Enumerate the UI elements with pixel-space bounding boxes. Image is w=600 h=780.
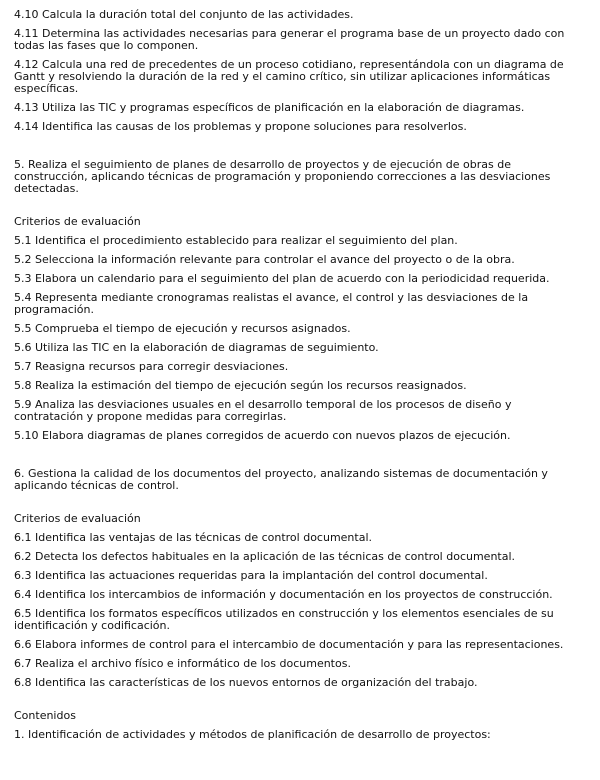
criterion-item: 6.7 Realiza el archivo físico e informático de los documentos.	[14, 657, 351, 670]
criterion-item: 5.8 Realiza la estimación del tiempo de ejecución según los recursos reasignados.	[14, 379, 467, 392]
criterion-item: 6.4 Identifica los intercambios de información y documentación en los proyectos de construcción.	[14, 588, 553, 601]
criterion-item: 5.2 Selecciona la información relevante para controlar el avance del proyecto o de la obra.	[14, 253, 515, 266]
criterion-item: 6.1 Identifica las ventajas de las técnicas de control documental.	[14, 531, 372, 544]
criterion-item: 5.6 Utiliza las TIC en la elaboración de diagramas de seguimiento.	[14, 341, 379, 354]
criterion-item: 6.6 Elabora informes de control para el intercambio de documentación y para las representaciones.	[14, 638, 564, 651]
criterion-item: 6.3 Identifica las actuaciones requeridas para la implantación del control documental.	[14, 569, 488, 582]
learning-outcome-6	[14, 468, 584, 689]
document-page	[14, 9, 584, 748]
criterion-item: 5.10 Elabora diagramas de planes corregidos de acuerdo con nuevos plazos de ejecución.	[14, 429, 511, 442]
criterion-item: 5.9 Analiza las desviaciones usuales en el desarrollo temporal de los procesos de diseño y contratación y propone medidas para corregirlas.	[14, 398, 512, 423]
criterion-item: 5.1 Identifica el procedimiento establecido para realizar el seguimiento del plan.	[14, 234, 458, 247]
criterion-item: 5.3 Elabora un calendario para el seguimiento del plan de acuerdo con la periodicidad requerida.	[14, 272, 550, 285]
criterion-item: 4.12 Calcula una red de precedentes de un proceso cotidiano, representándola con un diagrama de Gantt y resolviendo la duración de la red y el camino crítico, sin utilizar aplicaciones informáticas específicas.	[14, 58, 564, 95]
criterion-item: 5.4 Representa mediante cronogramas realistas el avance, el control y las desviaciones de la programación.	[14, 291, 529, 316]
contents-section	[14, 710, 584, 741]
criterion-item: 4.11 Determina las actividades necesarias para generar el programa base de un proyecto dado con todas las fases que lo componen.	[14, 27, 565, 52]
learning-outcome-5	[14, 159, 584, 442]
criterion-item: 6.5 Identifica los formatos específicos utilizados en construcción y los elementos esenciales de su identificación y codificación.	[14, 607, 554, 632]
criterion-item: 5.5 Comprueba el tiempo de ejecución y recursos asignados.	[14, 322, 351, 335]
learning-outcome-heading: 5. Realiza el seguimiento de planes de desarrollo de proyectos y de ejecución de obras de construcción, aplicando técnicas de programación y proponiendo correcciones a las desviaciones detectadas.	[14, 158, 551, 195]
criteria-block-4	[14, 9, 584, 133]
criteria-title: Criterios de evaluación	[14, 512, 141, 525]
criterion-item: 5.7 Reasigna recursos para corregir desviaciones.	[14, 360, 289, 373]
criteria-title: Criterios de evaluación	[14, 215, 141, 228]
learning-outcome-heading: 6. Gestiona la calidad de los documentos del proyecto, analizando sistemas de documentación y aplicando técnicas de control.	[14, 467, 548, 492]
contents-title: Contenidos	[14, 709, 76, 722]
criterion-item: 6.2 Detecta los defectos habituales en la aplicación de las técnicas de control documental.	[14, 550, 516, 563]
criterion-item: 4.10 Calcula la duración total del conjunto de las actividades.	[14, 8, 354, 21]
criterion-item: 4.14 Identifica las causas de los problemas y propone soluciones para resolverlos.	[14, 120, 467, 133]
contents-item: 1. Identificación de actividades y métodos de planificación de desarrollo de proyectos:	[14, 728, 491, 741]
criterion-item: 6.8 Identifica las características de los nuevos entornos de organización del trabajo.	[14, 676, 478, 689]
criterion-item: 4.13 Utiliza las TIC y programas específicos de planificación en la elaboración de diagramas.	[14, 101, 525, 114]
